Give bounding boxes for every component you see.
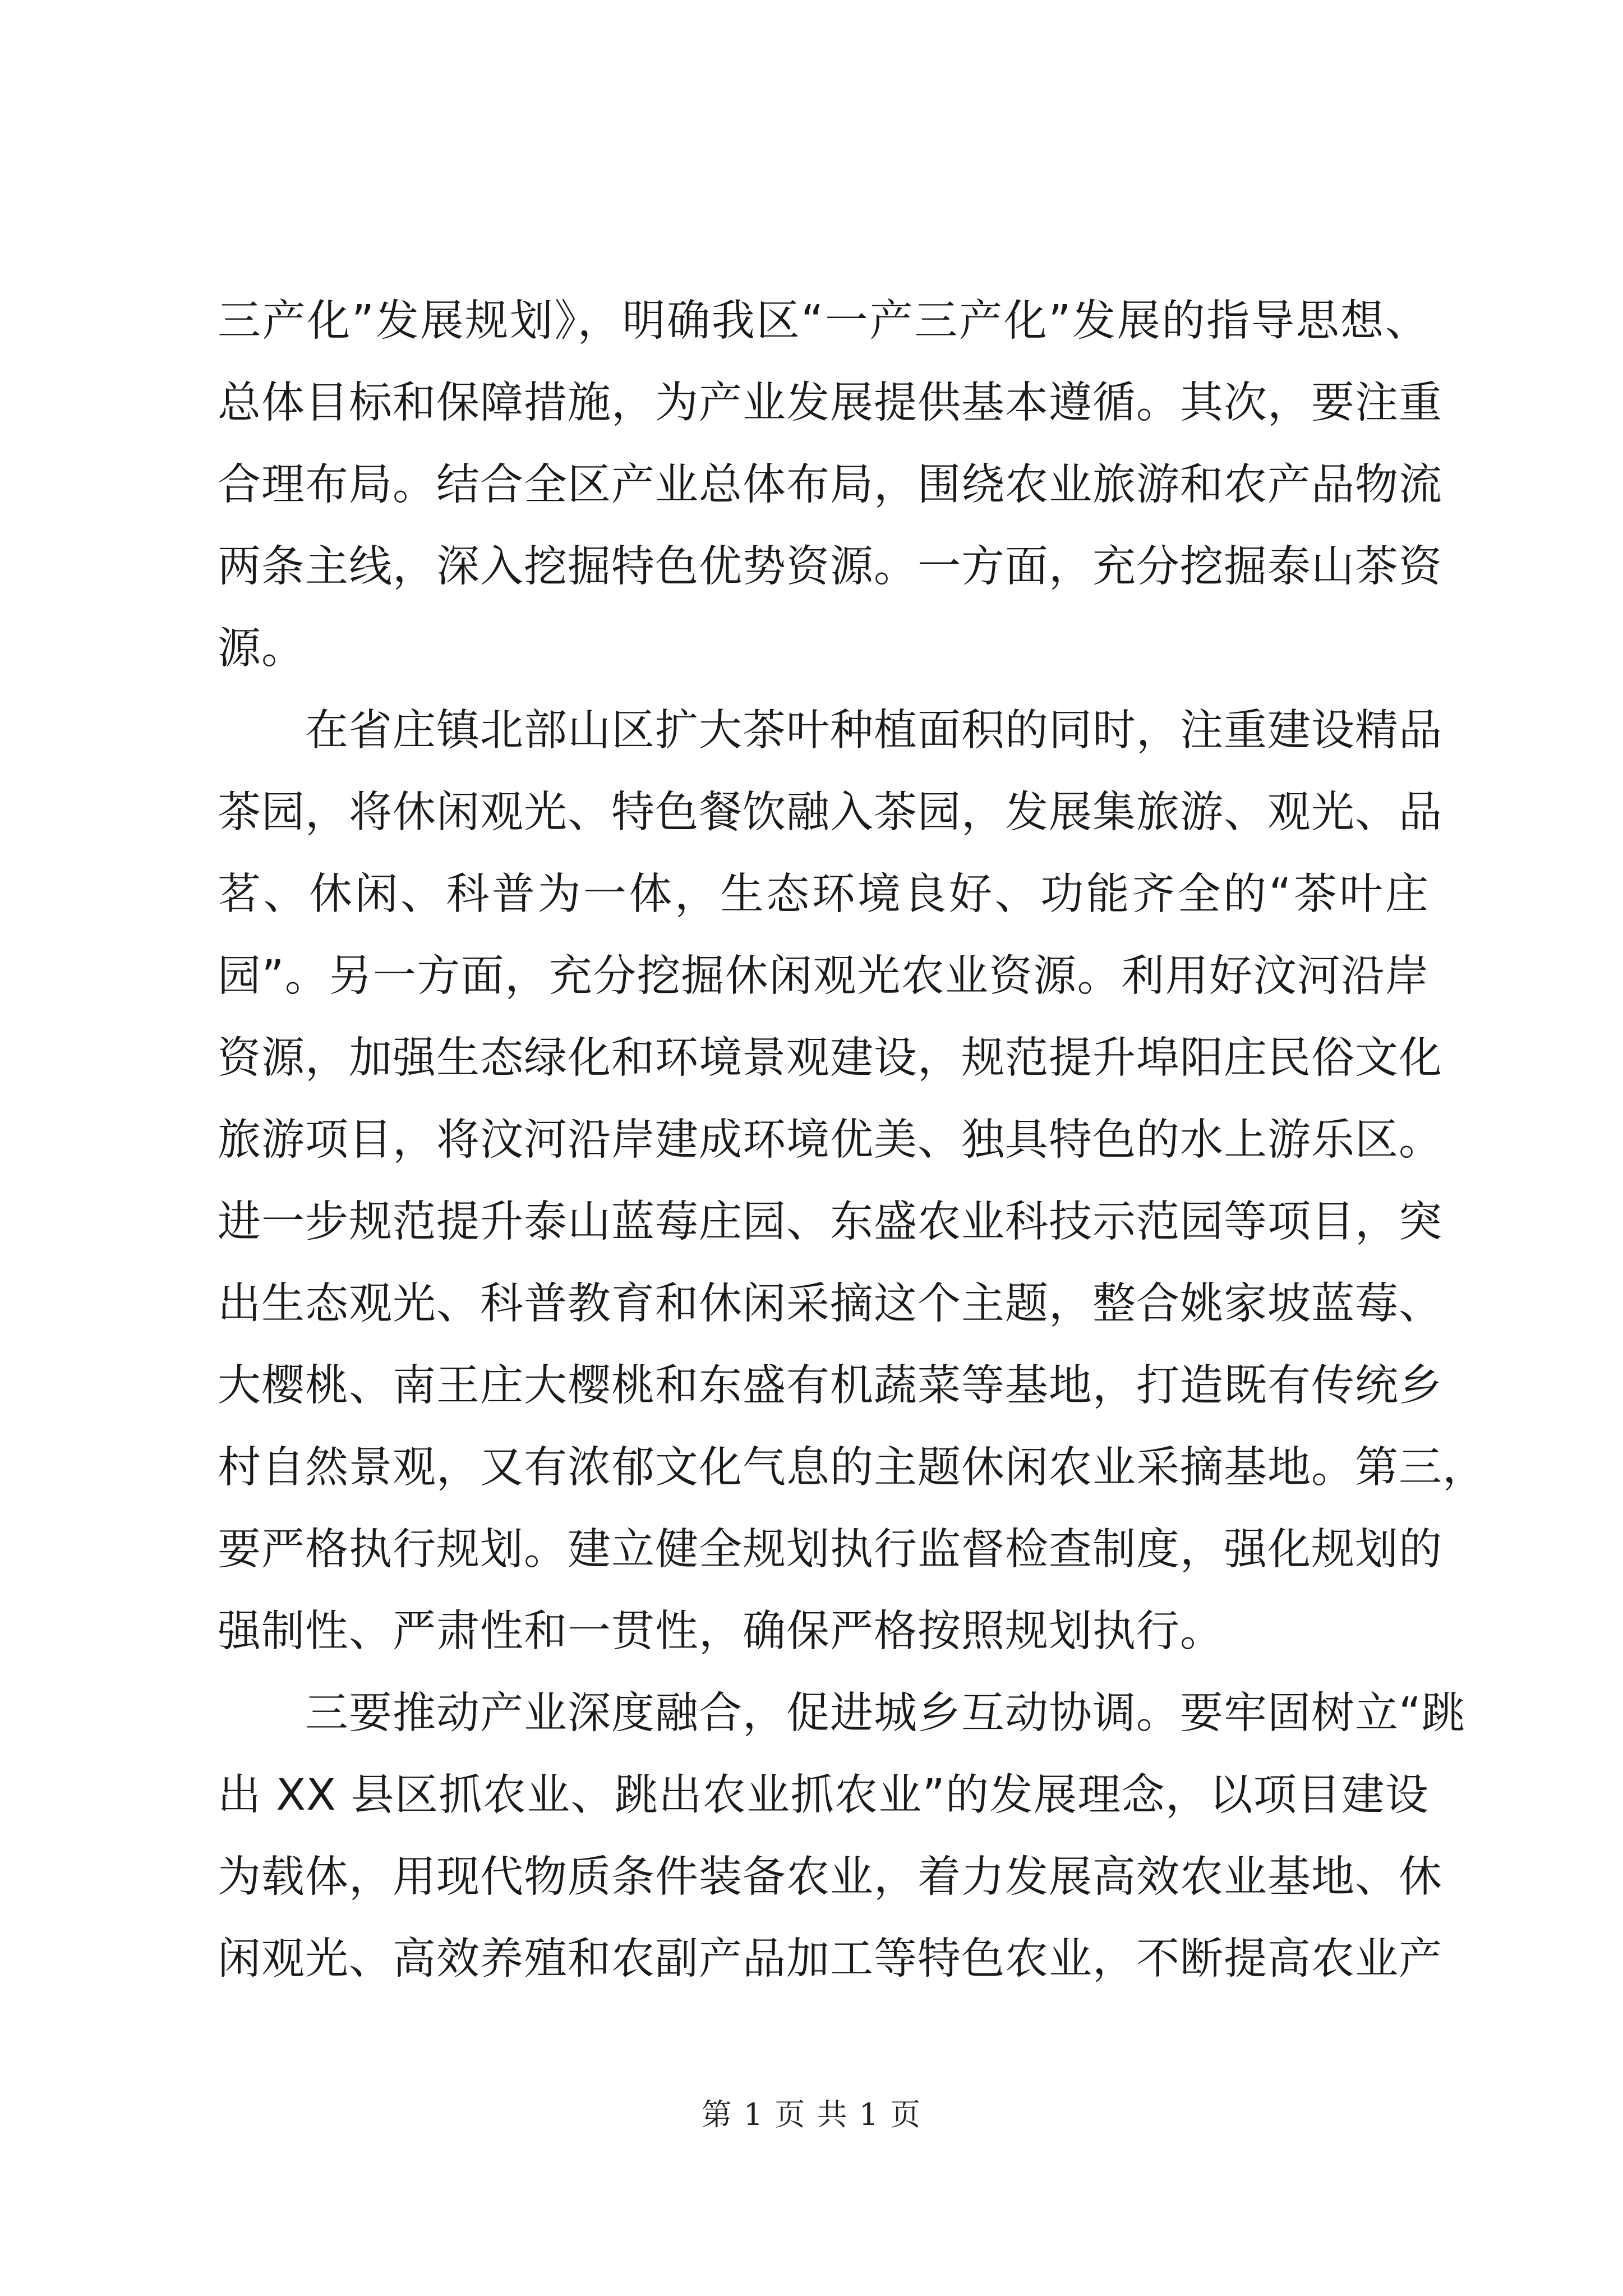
text-line: 大樱桃、南王庄大樱桃和东盛有机蔬菜等基地，打造既有传统乡 [218,1361,1442,1411]
text-line: 合理布局。结合全区产业总体布局，围绕农业旅游和农产品物流 [218,460,1442,510]
text-line: 闲观光、高效养殖和农副产品加工等特色农业，不断提高农业产 [218,1934,1442,1984]
text-line: 旅游项目，将汶河沿岸建成环境优美、独具特色的水上游乐区。 [218,1115,1442,1165]
text-line: 三要推动产业深度融合，促进城乡互动协调。要牢固树立“跳 [218,1688,1465,1738]
text-line: 进一步规范提升泰山蓝莓庄园、东盛农业科技示范园等项目，突 [218,1197,1442,1247]
text-line: 源。 [218,624,305,674]
text-line: 为载体，用现代物质条件装备农业，着力发展高效农业基地、休 [218,1852,1442,1902]
page-number-footer: 第 1 页 共 1 页 [701,2097,922,2132]
text-line: 三产化”发展规划》，明确我区“一产三产化”发展的指导思想、 [218,296,1429,346]
text-line: 茗、休闲、科普为一体，生态环境良好、功能齐全的“茶叶庄 [218,869,1429,919]
document-body [218,280,1486,2000]
text-line: 两条主线，深入挖掘特色优势资源。一方面，充分挖掘泰山茶资 [218,542,1442,592]
text-line: 出生态观光、科普教育和休闲采摘这个主题，整合姚家坡蓝莓、 [218,1279,1442,1329]
text-line: 要严格执行规划。建立健全规划执行监督检查制度，强化规划的 [218,1525,1442,1575]
text-line: 强制性、严肃性和一贯性，确保严格按照规划执行。 [218,1607,1224,1657]
text-line: 园”。另一方面，充分挖掘休闲观光农业资源。利用好汶河沿岸 [218,951,1429,1001]
text-line: 在省庄镇北部山区扩大茶叶种植面积的同时，注重建设精品 [218,706,1442,756]
text-line: 茶园，将休闲观光、特色餐饮融入茶园，发展集旅游、观光、品 [218,788,1442,838]
text-line: 出 XX 县区抓农业、跳出农业抓农业”的发展理念，以项目建设 [218,1770,1429,1820]
text-line: 村自然景观，又有浓郁文化气息的主题休闲农业采摘基地。第三， [218,1443,1486,1493]
text-line: 资源，加强生态绿化和环境景观建设，规范提升埠阳庄民俗文化 [218,1033,1442,1083]
text-line: 总体目标和保障措施，为产业发展提供基本遵循。其次，要注重 [218,378,1442,428]
